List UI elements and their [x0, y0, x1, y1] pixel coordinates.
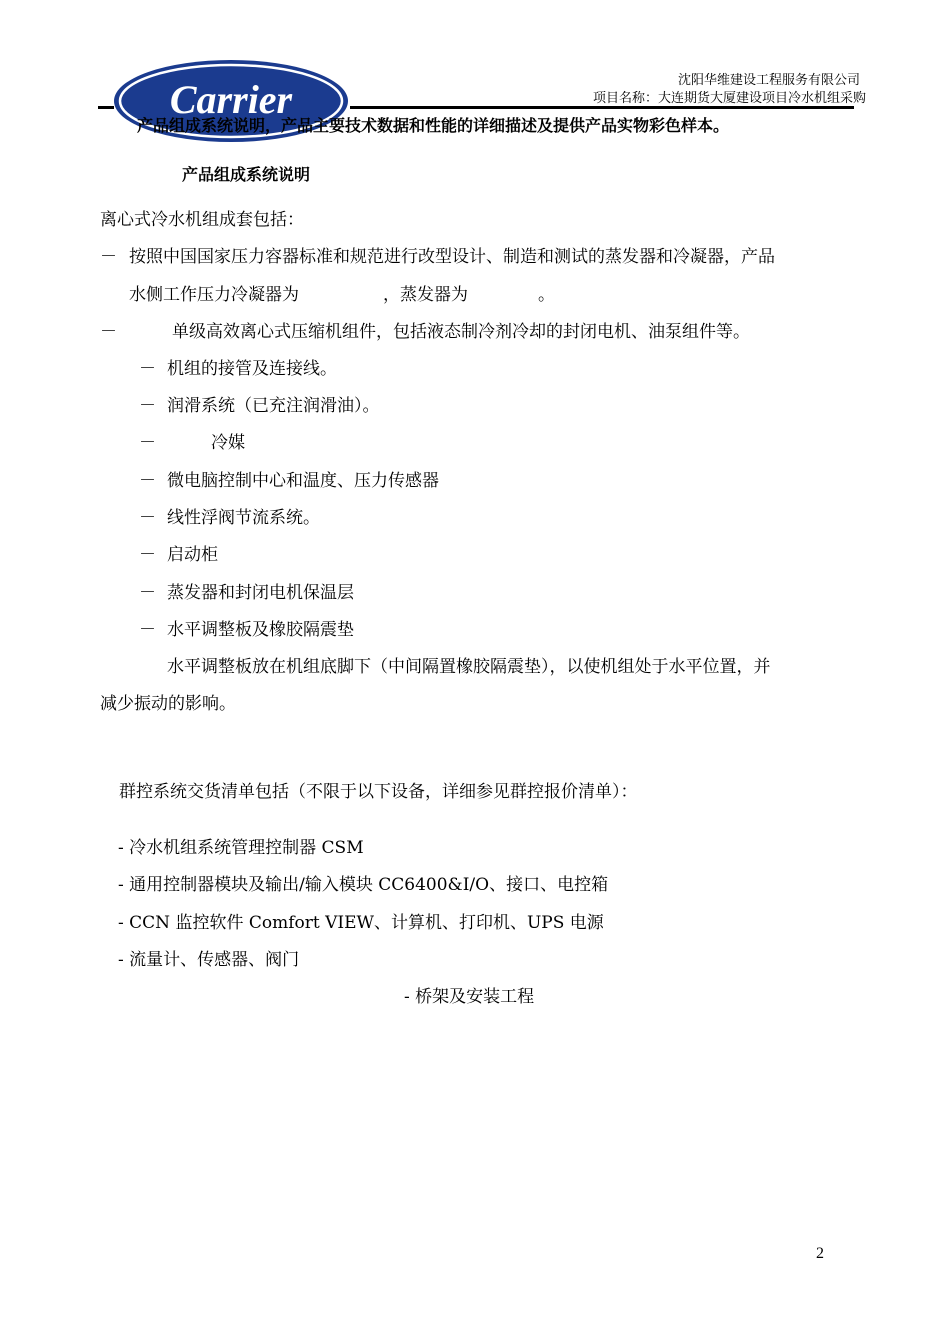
page-number: 2 [816, 1245, 824, 1262]
sub-item-dash: － [139, 433, 156, 453]
header-company: 沈阳华维建设工程服务有限公司 [677, 72, 860, 87]
sub-item: 水平调整板及橡胶隔震垫 [167, 620, 354, 640]
paragraph-line2: 减少振动的影响。 [100, 694, 236, 714]
item1-line2b: ，蒸发器为 [383, 285, 468, 305]
sub-item: 机组的接管及连接线。 [167, 359, 337, 379]
group-item: - 流量计、传感器、阀门 [118, 950, 300, 970]
item2-line: 单级高效离心式压缩机组件，包括液态制冷剂冷却的封闭电机、油泵组件等。 [172, 322, 750, 342]
item1-line1: 按照中国国家压力容器标准和规范进行改型设计、制造和测试的蒸发器和冷凝器，产品 [129, 247, 775, 267]
last-item: - 桥架及安装工程 [404, 987, 535, 1007]
intro-line: 离心式冷水机组成套包括： [100, 210, 304, 230]
sub-item: 润滑系统（已充注润滑油）。 [167, 396, 380, 416]
sub-item-dash: － [139, 545, 156, 565]
sub-item-dash: － [139, 471, 156, 491]
page-heading: 产品组成系统说明，产品主要技术数据和性能的详细描述及提供产品实物彩色样本。 [137, 116, 730, 135]
sub-item: 微电脑控制中心和温度、压力传感器 [167, 471, 439, 491]
item1-dash: － [100, 247, 117, 267]
sub-item-dash: － [139, 620, 156, 640]
group-item: - CCN 监控软件 Comfort VIEW、计算机、打印机、UPS 电源 [118, 913, 604, 933]
sub-item: 蒸发器和封闭电机保温层 [167, 583, 354, 603]
sub-item: 线性浮阀节流系统。 [167, 508, 320, 528]
paragraph-line1: 水平调整板放在机组底脚下（中间隔置橡胶隔震垫），以使机组处于水平位置，并 [167, 657, 771, 677]
sub-item: 启动柜 [167, 545, 218, 565]
group-intro: 群控系统交货清单包括（不限于以下设备，详细参见群控报价清单）： [119, 782, 638, 802]
sub-item-dash: － [139, 359, 156, 379]
carrier-logo-text: Carrier [169, 77, 293, 122]
sub-item-dash: － [139, 508, 156, 528]
sub-item-dash: － [139, 583, 156, 603]
item1-line2a: 水侧工作压力冷凝器为 [129, 285, 299, 305]
section-title: 产品组成系统说明 [182, 165, 311, 184]
group-item: - 通用控制器模块及输出/输入模块 CC6400&I/O、接口、电控箱 [118, 875, 609, 895]
item2-dash: － [100, 322, 117, 342]
sub-item: 冷媒 [211, 433, 245, 453]
header-rule-right [350, 106, 854, 109]
header-project: 项目名称：大连期货大厦建设项目冷水机组采购 [592, 90, 866, 105]
sub-item-dash: － [139, 396, 156, 416]
group-item: - 冷水机组系统管理控制器 CSM [118, 838, 364, 858]
item1-line2c: 。 [538, 285, 555, 305]
